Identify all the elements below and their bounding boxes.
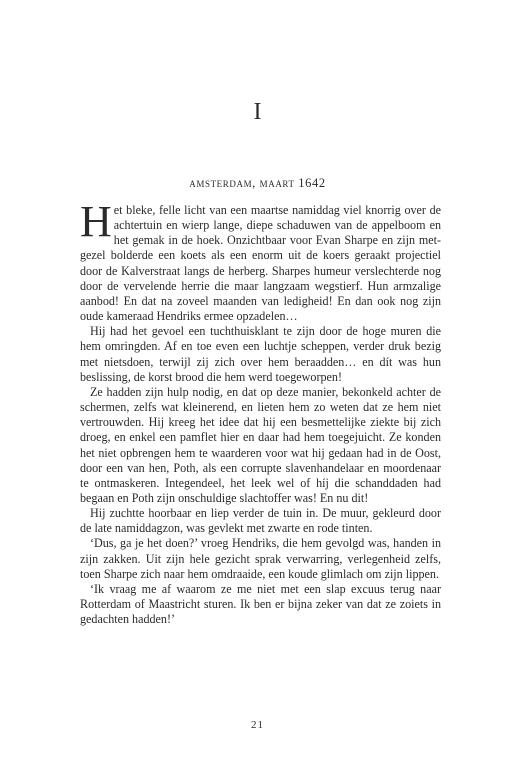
paragraph-5: ‘Dus, ga je het doen?’ vroeg Hendriks, die hem gevolgd was, handen in zijn zakken. Uit zijn hele gezicht sprak verwarring, verlegenheid zelfs, toen Sharpe zich naar hem omdraaide, een koude glimlach om zijn lippen. — [80, 536, 441, 581]
body-text — [80, 197, 441, 627]
paragraph-2: Hij had het gevoel een tuchthuisklant te zijn door de hoge muren die hem omringden. Af en toe even een luchtje scheppen, verder druk bezig met nietsdoen, terwijl zij zich over hem beraadden… en dít was hun beslissing, de korst brood die hem werd toegeworpen! — [80, 324, 441, 384]
paragraph-1 — [80, 197, 441, 324]
page-number: 21 — [251, 719, 264, 731]
chapter-subtitle: amsterdam, maart 1642 — [189, 176, 326, 190]
drop-cap: H — [80, 197, 112, 246]
paragraph-3: Ze hadden zijn hulp nodig, en dat op deze manier, bekonkeld achter de schermen, zelfs wat kleinerend, en lieten hem zo weten dat ze hem niet vertrouwden. Hij kreeg het idee dat hij een besmettelijke ziekte bij zich droeg, en enkel een pamflet hier en daar had hem toegejuicht. Ze konden het niet opbrengen hem te waarderen voor wat hij gedaan had in de Oost, door een van hen, Poth, als een corrupte slavenhandelaar en moordenaar te ontmaskeren. Integendeel, het leek wel of híj die schanddaden had begaan en Poth zijn onschuldige slachtoffer was! En nu dit! — [80, 384, 441, 505]
paragraph-4: Hij zuchtte hoorbaar en liep verder de tuin in. De muur, gekleurd door de late namiddagzon, was gevlekt met zwarte en rode tinten. — [80, 506, 441, 536]
chapter-number: I — [253, 99, 262, 125]
paragraph-text: et bleke, felle licht van een maartse namiddag viel knorrig over de achtertuin en wierp lange, diepe schaduwen van de appelboom en het gemak in de hoek. Onzichtbaar voor Evan Sharpe en zijn metgezel bolderde een koets als een enorm uit de koers geraakt projectiel door de Kalverstraat langs de herberg. Sharpes humeur verslechterde nog door de vervelende herrie die maar langzaam wegstierf. Hun armzalige aanbod! En dat na zoveel maanden van ledigheid! En dan ook nog zijn oude kameraad Hendriks ermee opzadelen… — [80, 203, 441, 324]
paragraph-6: ‘Ik vraag me af waarom ze me niet met een slap excuus terug naar Rotterdam of Maastricht sturen. Ik ben er bijna zeker van dat ze zoiets in gedachten hadden!’ — [80, 581, 441, 627]
